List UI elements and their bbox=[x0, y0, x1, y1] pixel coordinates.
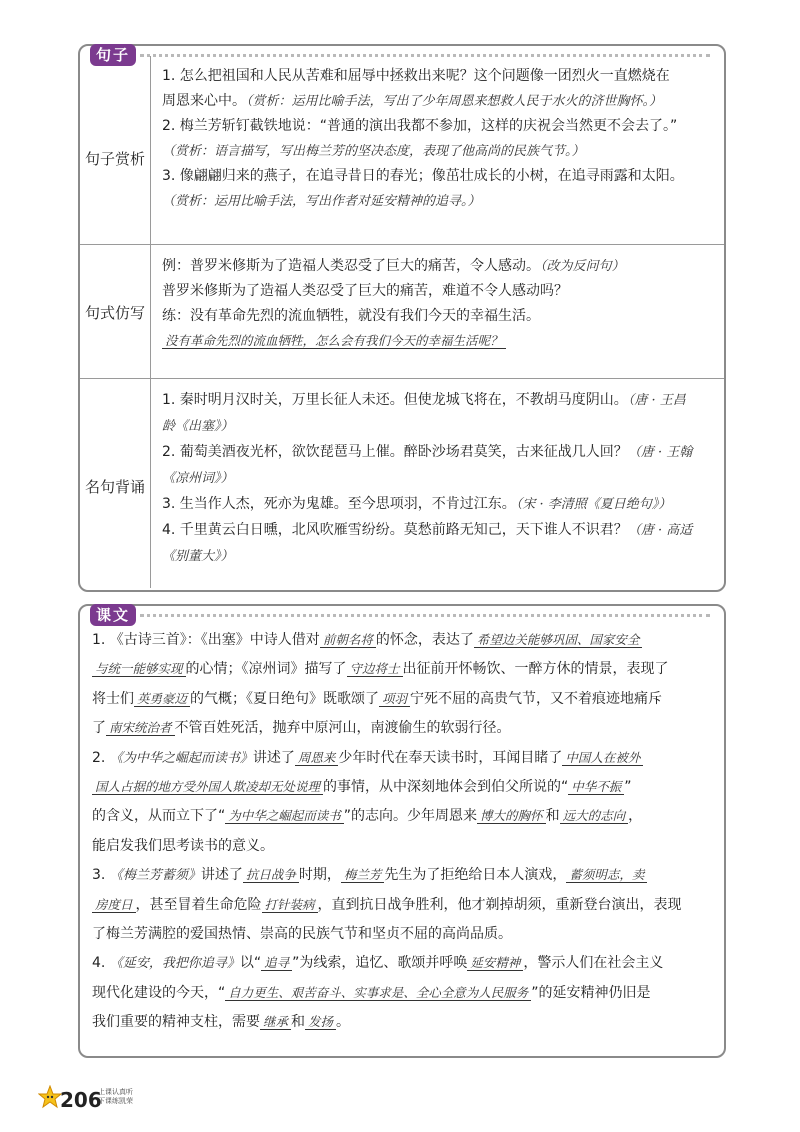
printed-text: ”的志向。少年周恩来 bbox=[343, 808, 478, 825]
handwritten-note: （宋 · 李清照《夏日绝句》） bbox=[515, 497, 672, 512]
printed-text: 的心情；《凉州词》描写了 bbox=[185, 661, 347, 678]
handwritten-note: 《凉州词》） bbox=[162, 471, 234, 486]
printed-text: 例：普罗米修斯为了造福人类忍受了巨大的痛苦，令人感动。 bbox=[162, 258, 540, 274]
printed-text: 练：没有革命先烈的流血牺牲，就没有我们今天的幸福生活。 bbox=[162, 308, 540, 324]
row-label-imitation: 句式仿写 bbox=[84, 304, 145, 322]
handwritten-note: 《别董大》） bbox=[162, 549, 234, 564]
handwritten-answer: 守边将士 bbox=[347, 661, 403, 677]
text-line bbox=[162, 546, 234, 567]
printed-text: ” bbox=[624, 779, 632, 795]
printed-text: ，警示人们在社会主义 bbox=[523, 955, 664, 972]
handwritten-answer: 为中华之崛起而读书 bbox=[225, 808, 344, 824]
text-line bbox=[92, 983, 651, 1003]
printed-text: 先生为了拒绝给日本人演戏， bbox=[384, 867, 567, 884]
text-line bbox=[162, 256, 625, 277]
printed-text: 的气概；《夏日绝句》既歌颂了 bbox=[190, 690, 380, 707]
text-line bbox=[162, 66, 670, 86]
text-line bbox=[92, 777, 632, 797]
handwritten-note: （赏析：语言描写，写出梅兰芳的坚决态度，表现了他高尚的民族气节。） bbox=[162, 144, 585, 159]
label-column-divider bbox=[150, 56, 151, 588]
text-line bbox=[92, 924, 512, 944]
handwritten-answer: 前朝名将 bbox=[320, 632, 376, 648]
printed-text: 了梅兰芳满腔的爱国热情、崇高的民族气节和坚贞不屈的高尚品质。 bbox=[92, 926, 512, 942]
text-line bbox=[92, 953, 663, 974]
printed-text: 1. 秦时明月汉时关，万里长征人未还。但使龙城飞将在，不教胡马度阴山。 bbox=[162, 392, 628, 408]
handwritten-answer: 没有革命先烈的流血牺牲，怎么会有我们今天的幸福生活呢？ bbox=[162, 333, 506, 349]
slogan-line: 上课认真听 bbox=[98, 1088, 133, 1096]
printed-text: 的怀念，表达了 bbox=[375, 632, 474, 648]
printed-text: 讲述了 bbox=[252, 749, 295, 766]
printed-text: 和 bbox=[291, 1014, 306, 1031]
handwritten-note: 《延安，我把你追寻》 bbox=[109, 956, 240, 972]
text-line bbox=[162, 494, 671, 515]
printed-text: 3. 像翩翩归来的燕子，在追寻昔日的春光；像茁壮成长的小树，在追寻雨露和太阳。 bbox=[162, 168, 684, 184]
handwritten-answer: 中国人在被外 bbox=[562, 750, 643, 766]
text-line bbox=[92, 895, 682, 915]
printed-text: 少年时代在奉天读书时，耳闻目睹了 bbox=[338, 749, 563, 766]
handwritten-answer: 延安精神 bbox=[467, 955, 523, 971]
text-line bbox=[162, 416, 234, 437]
printed-text: 了 bbox=[92, 720, 106, 737]
printed-text: 4. 千里黄云白日曛，北风吹雁雪纷纷。莫愁前路无知己，天下谁人不识君？ bbox=[162, 522, 628, 538]
printed-text: 能启发我们思考读书的意义。 bbox=[92, 837, 274, 854]
text-line bbox=[162, 116, 677, 136]
text-line bbox=[92, 748, 643, 769]
text-line bbox=[162, 141, 585, 162]
printed-text: 1. 怎么把祖国和人民从苦难和屈辱中拯救出来呢？这个问题像一团烈火一直燃烧在 bbox=[162, 68, 670, 84]
handwritten-note: 《为中华之崛起而读书》 bbox=[109, 750, 253, 766]
handwritten-note: （唐 · 王昌 bbox=[627, 393, 686, 408]
text-line bbox=[162, 91, 662, 112]
printed-text: ，甚至冒着生命危险 bbox=[135, 896, 262, 913]
text-line bbox=[92, 689, 662, 709]
text-line bbox=[92, 659, 669, 679]
text-line bbox=[92, 806, 642, 826]
text-line bbox=[162, 166, 684, 186]
printed-text: 讲述了 bbox=[200, 867, 243, 884]
printed-text: 以“ bbox=[239, 955, 262, 972]
printed-text: 2. 葡萄美酒夜光杯，欲饮琵琶马上催。醉卧沙场君莫笑，古来征战几人回？ bbox=[162, 444, 628, 460]
handwritten-answer: 希望边关能够巩固、国家安全 bbox=[474, 632, 643, 648]
printed-text: ， bbox=[628, 808, 643, 825]
text-line bbox=[162, 306, 540, 326]
handwritten-note: （唐 · 王翰 bbox=[627, 445, 693, 460]
printed-text: 的事情，从中深刻地体会到伯父所说的“ bbox=[323, 779, 569, 795]
section-tag-text: 课文 bbox=[90, 604, 136, 626]
printed-text: 普罗米修斯为了造福人类忍受了巨大的痛苦，难道不令人感动吗？ bbox=[162, 283, 568, 299]
row-divider bbox=[80, 378, 724, 379]
text-line bbox=[92, 865, 647, 886]
text-line bbox=[162, 390, 686, 411]
handwritten-note: （赏析：运用比喻手法，写出作者对延安精神的追寻。） bbox=[162, 194, 481, 209]
handwritten-answer: 远大的志向 bbox=[560, 808, 629, 824]
printed-text: 时期， bbox=[298, 867, 341, 884]
handwritten-note: 龄《出塞》） bbox=[162, 419, 234, 434]
handwritten-answer: 梅兰芳 bbox=[341, 867, 385, 883]
footer-slogan bbox=[98, 1088, 133, 1106]
printed-text: 。 bbox=[336, 1014, 351, 1031]
handwritten-answer: 与统一能够实现 bbox=[92, 661, 186, 677]
text-line bbox=[92, 630, 642, 650]
handwritten-answer: 抗日战争 bbox=[243, 867, 299, 883]
printed-text: 4. bbox=[92, 955, 110, 972]
text-line bbox=[92, 718, 511, 738]
printed-text: 的含义，从而立下了“ bbox=[92, 808, 226, 825]
printed-text: 宁死不屈的高贵气节，又不着痕迹地痛斥 bbox=[410, 690, 663, 707]
row-label-appreciation: 句子赏析 bbox=[84, 150, 145, 168]
printed-text: 不管百姓死活，抛弃中原河山，南渡偷生的软弱行径。 bbox=[174, 720, 511, 737]
handwritten-note: 《梅兰芳蓄须》 bbox=[109, 868, 201, 884]
text-line bbox=[162, 281, 568, 301]
handwritten-answer: 继承 bbox=[260, 1014, 291, 1030]
printed-text: 2. bbox=[92, 749, 110, 766]
text-line bbox=[92, 1012, 350, 1032]
printed-text: 2. 梅兰芳斩钉截铁地说：“普通的演出我都不参加，这样的庆祝会当然更不会去了。” bbox=[162, 118, 678, 134]
printed-text: 1. 《古诗三首》：《出塞》中诗人借对 bbox=[92, 632, 320, 648]
handwritten-answer: 房度日 bbox=[92, 897, 136, 913]
handwritten-answer: 追寻 bbox=[261, 955, 292, 971]
footer-star-icon bbox=[38, 1085, 62, 1113]
printed-text: 出征前开怀畅饮、一醉方休的情景，表现了 bbox=[402, 661, 669, 678]
handwritten-answer: 打针装病 bbox=[262, 897, 318, 913]
text-line bbox=[162, 191, 481, 212]
printed-text: 我们重要的精神支柱，需要 bbox=[92, 1014, 260, 1031]
handwritten-answer: 英勇豪迈 bbox=[134, 691, 190, 707]
page-number: 206 bbox=[60, 1088, 102, 1112]
section-tag-sentence: 句子 bbox=[90, 44, 136, 66]
text-line bbox=[162, 331, 506, 351]
handwritten-note: （改为反问句） bbox=[540, 259, 625, 274]
handwritten-answer: 自力更生、艰苦奋斗、实事求是、全心全意为人民服务 bbox=[225, 985, 531, 1001]
text-line bbox=[92, 836, 274, 856]
printed-text: 将士们 bbox=[92, 690, 134, 707]
handwritten-note: （唐 · 高适 bbox=[627, 523, 693, 538]
printed-text: ”的延安精神仍旧是 bbox=[531, 984, 651, 1001]
handwritten-answer: 蓄须明志，卖 bbox=[566, 867, 647, 883]
handwritten-answer: 周恩来 bbox=[295, 750, 339, 766]
slogan-line: 下课练凯荣 bbox=[98, 1097, 133, 1105]
printed-text: ”为线索，追忆、歌颂并呼唤 bbox=[292, 955, 468, 972]
printed-text: ，直到抗日战争胜利，他才剃掉胡须，重新登台演出，表现 bbox=[317, 896, 682, 913]
handwritten-answer: 发扬 bbox=[305, 1014, 336, 1030]
text-section bbox=[78, 604, 726, 1058]
handwritten-answer: 项羽 bbox=[379, 691, 410, 707]
row-divider bbox=[80, 244, 724, 245]
handwritten-answer: 国人占据的地方受外国人欺凌却无处说理 bbox=[92, 779, 323, 795]
sentence-section bbox=[78, 44, 726, 592]
printed-text: 和 bbox=[545, 808, 560, 825]
tag-dotted-line bbox=[140, 54, 710, 61]
handwritten-answer: 南宋统治者 bbox=[106, 720, 175, 736]
handwritten-answer: 中华不振 bbox=[568, 779, 624, 795]
text-line bbox=[162, 520, 692, 541]
printed-text: 3. 生当作人杰，死亦为鬼雄。至今思项羽，不肯过江东。 bbox=[162, 496, 516, 512]
text-line bbox=[162, 442, 692, 463]
printed-text: 3. bbox=[92, 867, 110, 884]
printed-text: 现代化建设的今天，“ bbox=[92, 984, 226, 1001]
row-label-recitation: 名句背诵 bbox=[84, 478, 145, 496]
printed-text: 周恩来心中。 bbox=[162, 93, 246, 109]
text-line bbox=[162, 468, 234, 489]
tag-dotted-line bbox=[140, 614, 710, 621]
handwritten-answer: 博大的胸怀 bbox=[477, 808, 546, 824]
handwritten-note: （赏析：运用比喻手法，写出了少年周恩来想救人民于水火的济世胸怀。） bbox=[246, 94, 663, 109]
